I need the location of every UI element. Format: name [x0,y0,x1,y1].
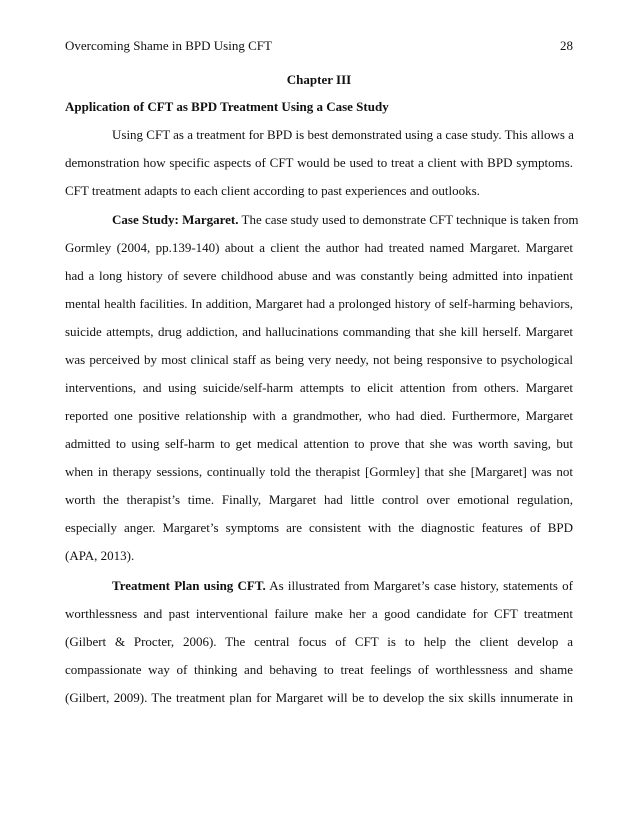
paragraph-line: mental health facilities. In addition, Margaret had a prolonged history of self-harming behaviors, [65,296,573,311]
running-head-title: Overcoming Shame in BPD Using CFT [65,38,272,53]
run-in-heading: Case Study: Margaret. [112,212,239,227]
paragraph-line: Gormley (2004, pp.139-140) about a client the author had treated named Margaret. Margaret [65,240,573,255]
paragraph-line [112,210,579,230]
page-number: 28 [560,38,573,53]
paragraph-line: admitted to using self-harm to get medical attention to prove that she was worth saving, but [65,436,573,451]
paragraph-line: interventions, and using suicide/self-harm attempts to elicit attention from others. Margaret [65,380,573,395]
paragraph-line: compassionate way of thinking and behaving to treat feelings of worthlessness and shame [65,662,573,677]
paragraph-line [112,576,573,596]
paragraph-line: (APA, 2013). [65,548,135,563]
paragraph-line: CFT treatment adapts to each client according to past experiences and outlooks. [65,183,480,198]
paragraph-line: when in therapy sessions, continually told the therapist [Gormley] that she [Margaret] was not [65,464,573,479]
paragraph-line: worth the therapist’s time. Finally, Margaret had little control over emotional regulation, [65,492,573,507]
paragraph-text: As illustrated from Margaret’s case history, statements of [265,578,573,593]
paragraph-text: The case study used to demonstrate CFT technique is taken from [238,212,579,227]
paragraph-line: Using CFT as a treatment for BPD is best demonstrated using a case study. This allows a [112,127,574,142]
paragraph-line: (Gilbert, 2009). The treatment plan for Margaret will be to develop the six skills innumerate in [65,690,573,705]
paragraph-line: demonstration how specific aspects of CFT would be used to treat a client with BPD symptoms. [65,155,573,170]
chapter-title: Chapter III [286,72,352,87]
paragraph-line: worthlessness and past interventional failure make her a good candidate for CFT treatment [65,606,573,621]
paragraph-line: reported one positive relationship with a grandmother, who had died. Furthermore, Margaret [65,408,573,423]
paragraph-line: had a long history of severe childhood abuse and was constantly being admitted into inpatient [65,268,573,283]
paragraph-line: (Gilbert & Procter, 2006). The central focus of CFT is to help the client develop a [65,634,573,649]
paragraph-line: especially anger. Margaret’s symptoms are consistent with the diagnostic features of BPD [65,520,573,535]
paragraph-line: was perceived by most clinical staff as being very needy, not being responsive to psychological [65,352,573,367]
section-heading: Application of CFT as BPD Treatment Using a Case Study [65,99,389,114]
paragraph-line: suicide attempts, drug addiction, and hallucinations commanding that she kill herself. Margaret [65,324,573,339]
running-head [65,36,573,56]
run-in-heading: Treatment Plan using CFT. [112,578,266,593]
